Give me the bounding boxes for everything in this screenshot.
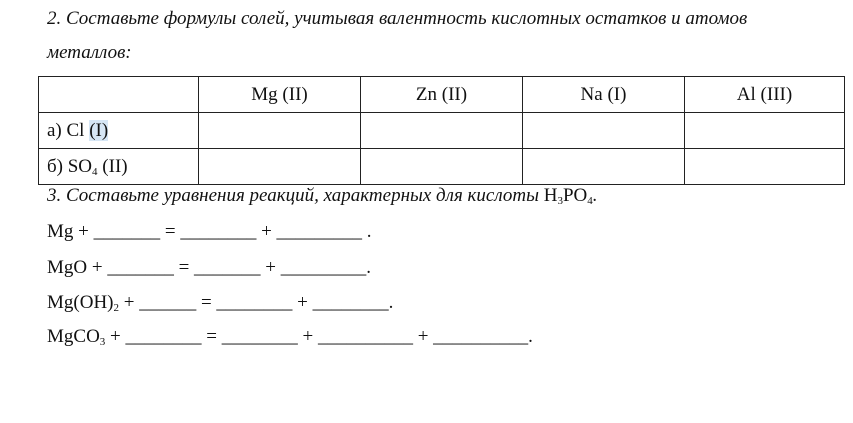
column-header-al: Al (III) (685, 77, 845, 113)
table-row (39, 113, 845, 149)
equation-mgco3 (47, 326, 533, 348)
row-header-chloride (39, 113, 199, 149)
equation-text: Mg(OH) (47, 292, 114, 313)
answer-cell[interactable] (523, 149, 685, 185)
answer-cell[interactable] (685, 113, 845, 149)
phosphoric-acid-formula (544, 185, 593, 206)
table-corner-cell (39, 77, 199, 113)
formula-part: H (543, 185, 558, 206)
answer-cell[interactable] (523, 113, 685, 149)
task-3-title (47, 185, 598, 207)
task-3-title-text: 3. Составьте уравнения реакций, характерных для кислоты (47, 185, 544, 206)
column-header-na: Na (I) (523, 77, 685, 113)
answer-cell[interactable] (199, 113, 361, 149)
subscript: 3 (557, 195, 563, 207)
column-header-zn: Zn (II) (361, 77, 523, 113)
answer-cell[interactable] (685, 149, 845, 185)
answer-cell[interactable] (361, 113, 523, 149)
equation-mg (47, 221, 372, 243)
row-header-sulfate (39, 149, 199, 185)
answer-cell[interactable] (361, 149, 523, 185)
highlighted-valence[interactable]: (I) (89, 119, 109, 141)
table-header-row (39, 77, 845, 113)
salts-table (38, 76, 845, 185)
row-label-prefix: а) Cl (47, 119, 90, 141)
subscript: 3 (99, 336, 106, 348)
answer-cell[interactable] (199, 149, 361, 185)
equation-text: MgCO (47, 326, 100, 347)
column-header-mg: Mg (II) (199, 77, 361, 113)
subscript: 4 (92, 165, 98, 178)
equation-text: MgO + _______ = _______ + _________. (47, 257, 372, 278)
subscript: 4 (587, 195, 593, 207)
equation-text: + ______ = ________ + ________. (119, 292, 394, 313)
task-2-title-line-2: металлов: (47, 42, 132, 63)
table-row (39, 149, 845, 185)
task-2-title-line-1: 2. Составьте формулы солей, учитывая валентность кислотных остатков и атомов (47, 8, 748, 29)
task-3-title-end: . (592, 185, 598, 206)
equation-text: + ________ = ________ + __________ + __________. (105, 326, 533, 347)
row-label-suffix: (II) (97, 155, 128, 177)
subscript: 2 (113, 302, 119, 314)
formula-part: PO (562, 185, 588, 206)
equation-mgo (47, 257, 371, 279)
row-label-prefix: б) SO (47, 155, 93, 177)
equation-text: Mg + _______ = ________ + _________ . (47, 221, 372, 242)
equation-mg-oh-2 (47, 292, 393, 314)
